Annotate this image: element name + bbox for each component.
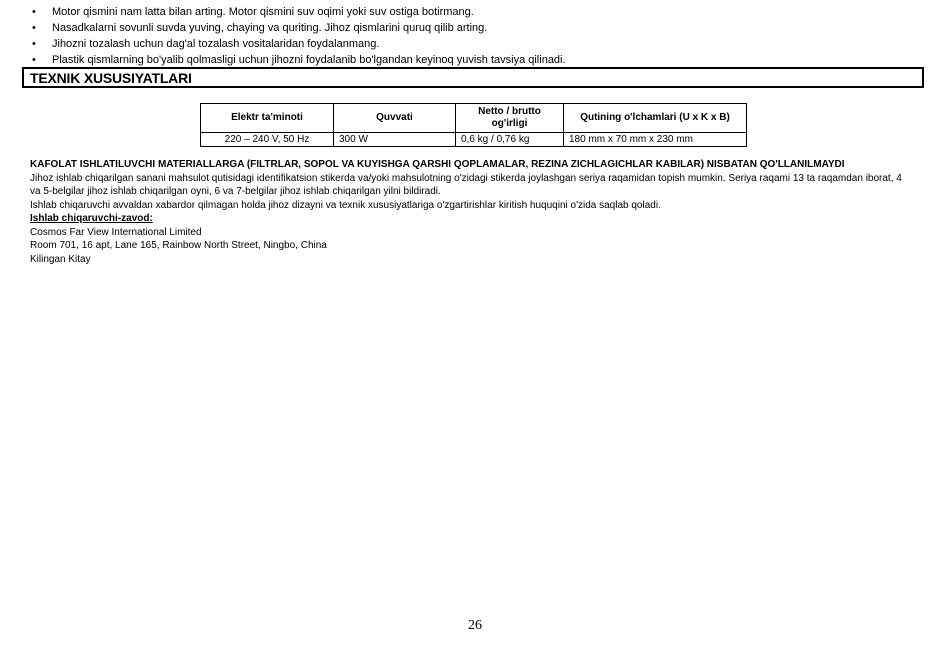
header-power: Quvvati <box>334 104 456 133</box>
bullet-icon: • <box>32 22 36 34</box>
section-title: TEXNIK XUSUSIYATLARI <box>22 67 924 88</box>
value-box-dimensions: 180 mm x 70 mm x 230 mm <box>564 133 747 147</box>
manufacturer-label: Ishlab chiqaruvchi-zavod: <box>30 213 153 224</box>
warranty-info <box>30 158 910 266</box>
list-item: • Plastik qismlarning bo'yalib qolmasligi uchun jihozni foydalanib bo'lgandan keyinoq yuvish tavsiya qilinadi. <box>32 54 566 66</box>
bullet-icon: • <box>32 6 36 18</box>
page-number: 26 <box>468 618 482 633</box>
manufacturer-country: Kilingan Kitay <box>30 253 91 265</box>
header-weight: Netto / brutto og'irligi <box>456 104 564 133</box>
cleaning-instructions-list <box>30 4 920 68</box>
bullet-icon: • <box>32 38 36 50</box>
table-row <box>201 133 747 147</box>
list-item: • Nasadkalarni sovunli suvda yuving, chaying va quriting. Jihoz qismlarini quruq qilib arting. <box>32 22 488 34</box>
header-box-dimensions: Qutining o'lchamlari (U x K x B) <box>564 104 747 133</box>
list-item: • Jihozni tozalash uchun dag'al tozalash vositalaridan foydalanmang. <box>32 38 380 50</box>
warranty-heading: KAFOLAT ISHLATILUVCHI MATERIALLARGA (FILTRLAR, SOPOL VA KUYISHGA QARSHI QOPLAMALAR, REZINA ZICHLAGICHLAR KABILAR) NISBATAN QO'LLANILMAYDI <box>30 159 845 170</box>
header-power-supply: Elektr ta'minoti <box>201 104 334 133</box>
table-header-row <box>201 104 747 133</box>
list-item: • Motor qismini nam latta bilan arting. Motor qismini suv oqimi yoki suv ostiga botirmang. <box>32 6 474 18</box>
manufacturer-name: Cosmos Far View International Limited <box>30 226 202 238</box>
value-weight: 0,6 kg / 0,76 kg <box>456 133 564 147</box>
specs-table <box>200 103 747 147</box>
value-power: 300 W <box>334 133 456 147</box>
manufacturer-address: Room 701, 16 apt, Lane 165, Rainbow North Street, Ningbo, China <box>30 240 327 251</box>
bullet-icon: • <box>32 54 36 66</box>
value-power-supply: 220 – 240 V, 50 Hz <box>201 133 334 147</box>
design-change-paragraph: Ishlab chiqaruvchi avvaldan xabardor qilmagan holda jihoz dizayni va texnik xususiyatlariga o'zgartirishlar kiritish huquqini o'zida saqlab qoladi. <box>30 199 661 211</box>
serial-number-paragraph: Jihoz ishlab chiqarilgan sanani mahsulot qutisidagi identifikatsion stikerda va/yoki mahsulotning o'zidagi stikerda joylashgan seriya raqamidan topish mumkin. Seriya raqami 13 ta raqamdan iborat, 4 va 5-belgilar jihoz ishlab chiqarilgan oyni, 6 va 7-belgilar jihoz ishlab chiqarilgan yilni bildiradi. <box>30 172 902 197</box>
